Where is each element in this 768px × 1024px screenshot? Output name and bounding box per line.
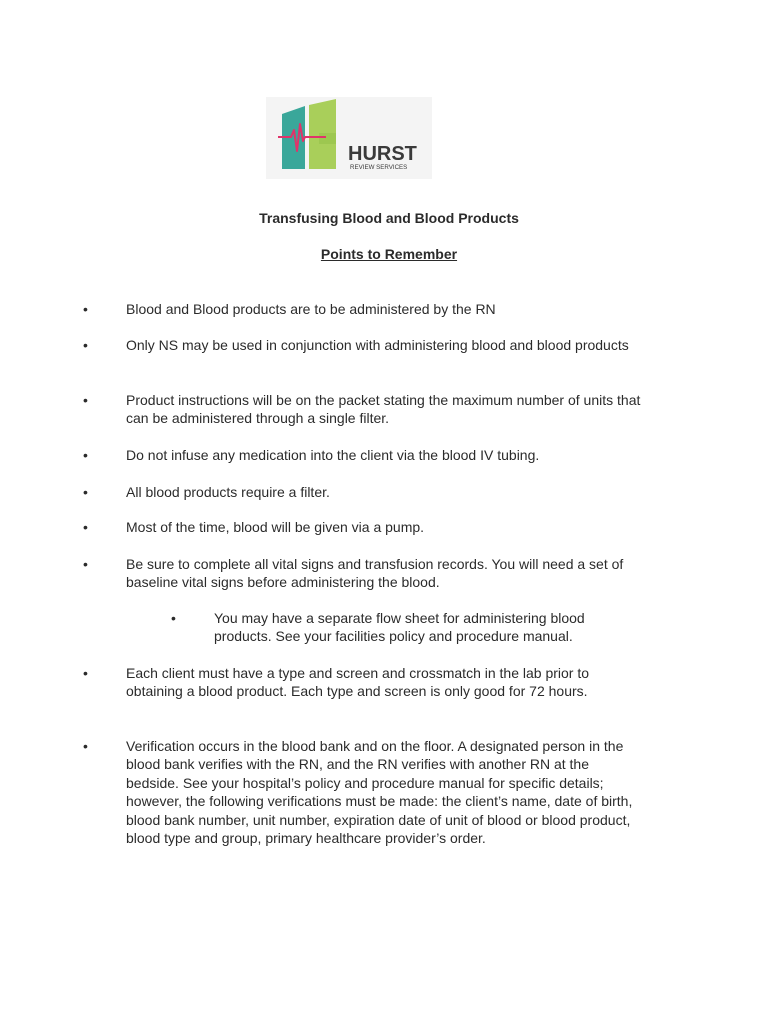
document-subtitle: Points to Remember bbox=[320, 246, 458, 262]
bullet-marker: • bbox=[83, 738, 88, 754]
logo-wordmark: HURST bbox=[348, 143, 417, 165]
bullet-marker: • bbox=[171, 610, 176, 626]
list-item-text: Do not infuse any medication into the client via the blood IV tubing. bbox=[126, 447, 540, 463]
bullet-marker: • bbox=[83, 665, 88, 681]
list-item-text: Blood and Blood products are to be administered by the RN bbox=[126, 301, 496, 317]
bullet-marker: • bbox=[83, 447, 88, 463]
list-item-text: Be sure to complete all vital signs and transfusion records. You will need a set of baseline vital signs before administering the blood. bbox=[126, 556, 624, 591]
list-item-text: Verification occurs in the blood bank and on the floor. A designated person in the blood bank verifies with the RN, and the RN verifies with another RN at the bedside. See your hospital’s policy and procedure manual for specific details; however, the following verifications must be made: the client’s name, date of birth, blood bank number, unit number, expiration date of unit of blood or blood product, blood type and group, primary healthcare provider’s order. bbox=[126, 738, 633, 847]
list-item-text: Each client must have a type and screen and crossmatch in the lab prior to obtaining a blood product. Each type and screen is only good for 72 hours. bbox=[126, 665, 590, 700]
bullet-marker: • bbox=[83, 337, 88, 353]
list-item-text: You may have a separate flow sheet for administering blood products. See your facilities policy and procedure manual. bbox=[214, 610, 585, 645]
list-item-text: All blood products require a filter. bbox=[126, 484, 330, 500]
bullet-marker: • bbox=[83, 484, 88, 500]
bullet-marker: • bbox=[83, 519, 88, 535]
document-title: Transfusing Blood and Blood Products bbox=[259, 210, 519, 226]
logo-tagline: REVIEW SERVICES bbox=[350, 164, 408, 171]
bullet-marker: • bbox=[83, 556, 88, 572]
bullet-marker: • bbox=[83, 392, 88, 408]
list-item-text: Product instructions will be on the packet stating the maximum number of units that can be administered through a single filter. bbox=[126, 392, 641, 427]
hurst-logo bbox=[266, 97, 432, 179]
bullet-marker: • bbox=[83, 301, 88, 317]
list-item-text: Most of the time, blood will be given via a pump. bbox=[126, 519, 425, 535]
list-item-text: Only NS may be used in conjunction with administering blood and blood products bbox=[126, 337, 629, 353]
hurst-logo-graphic bbox=[266, 97, 432, 179]
